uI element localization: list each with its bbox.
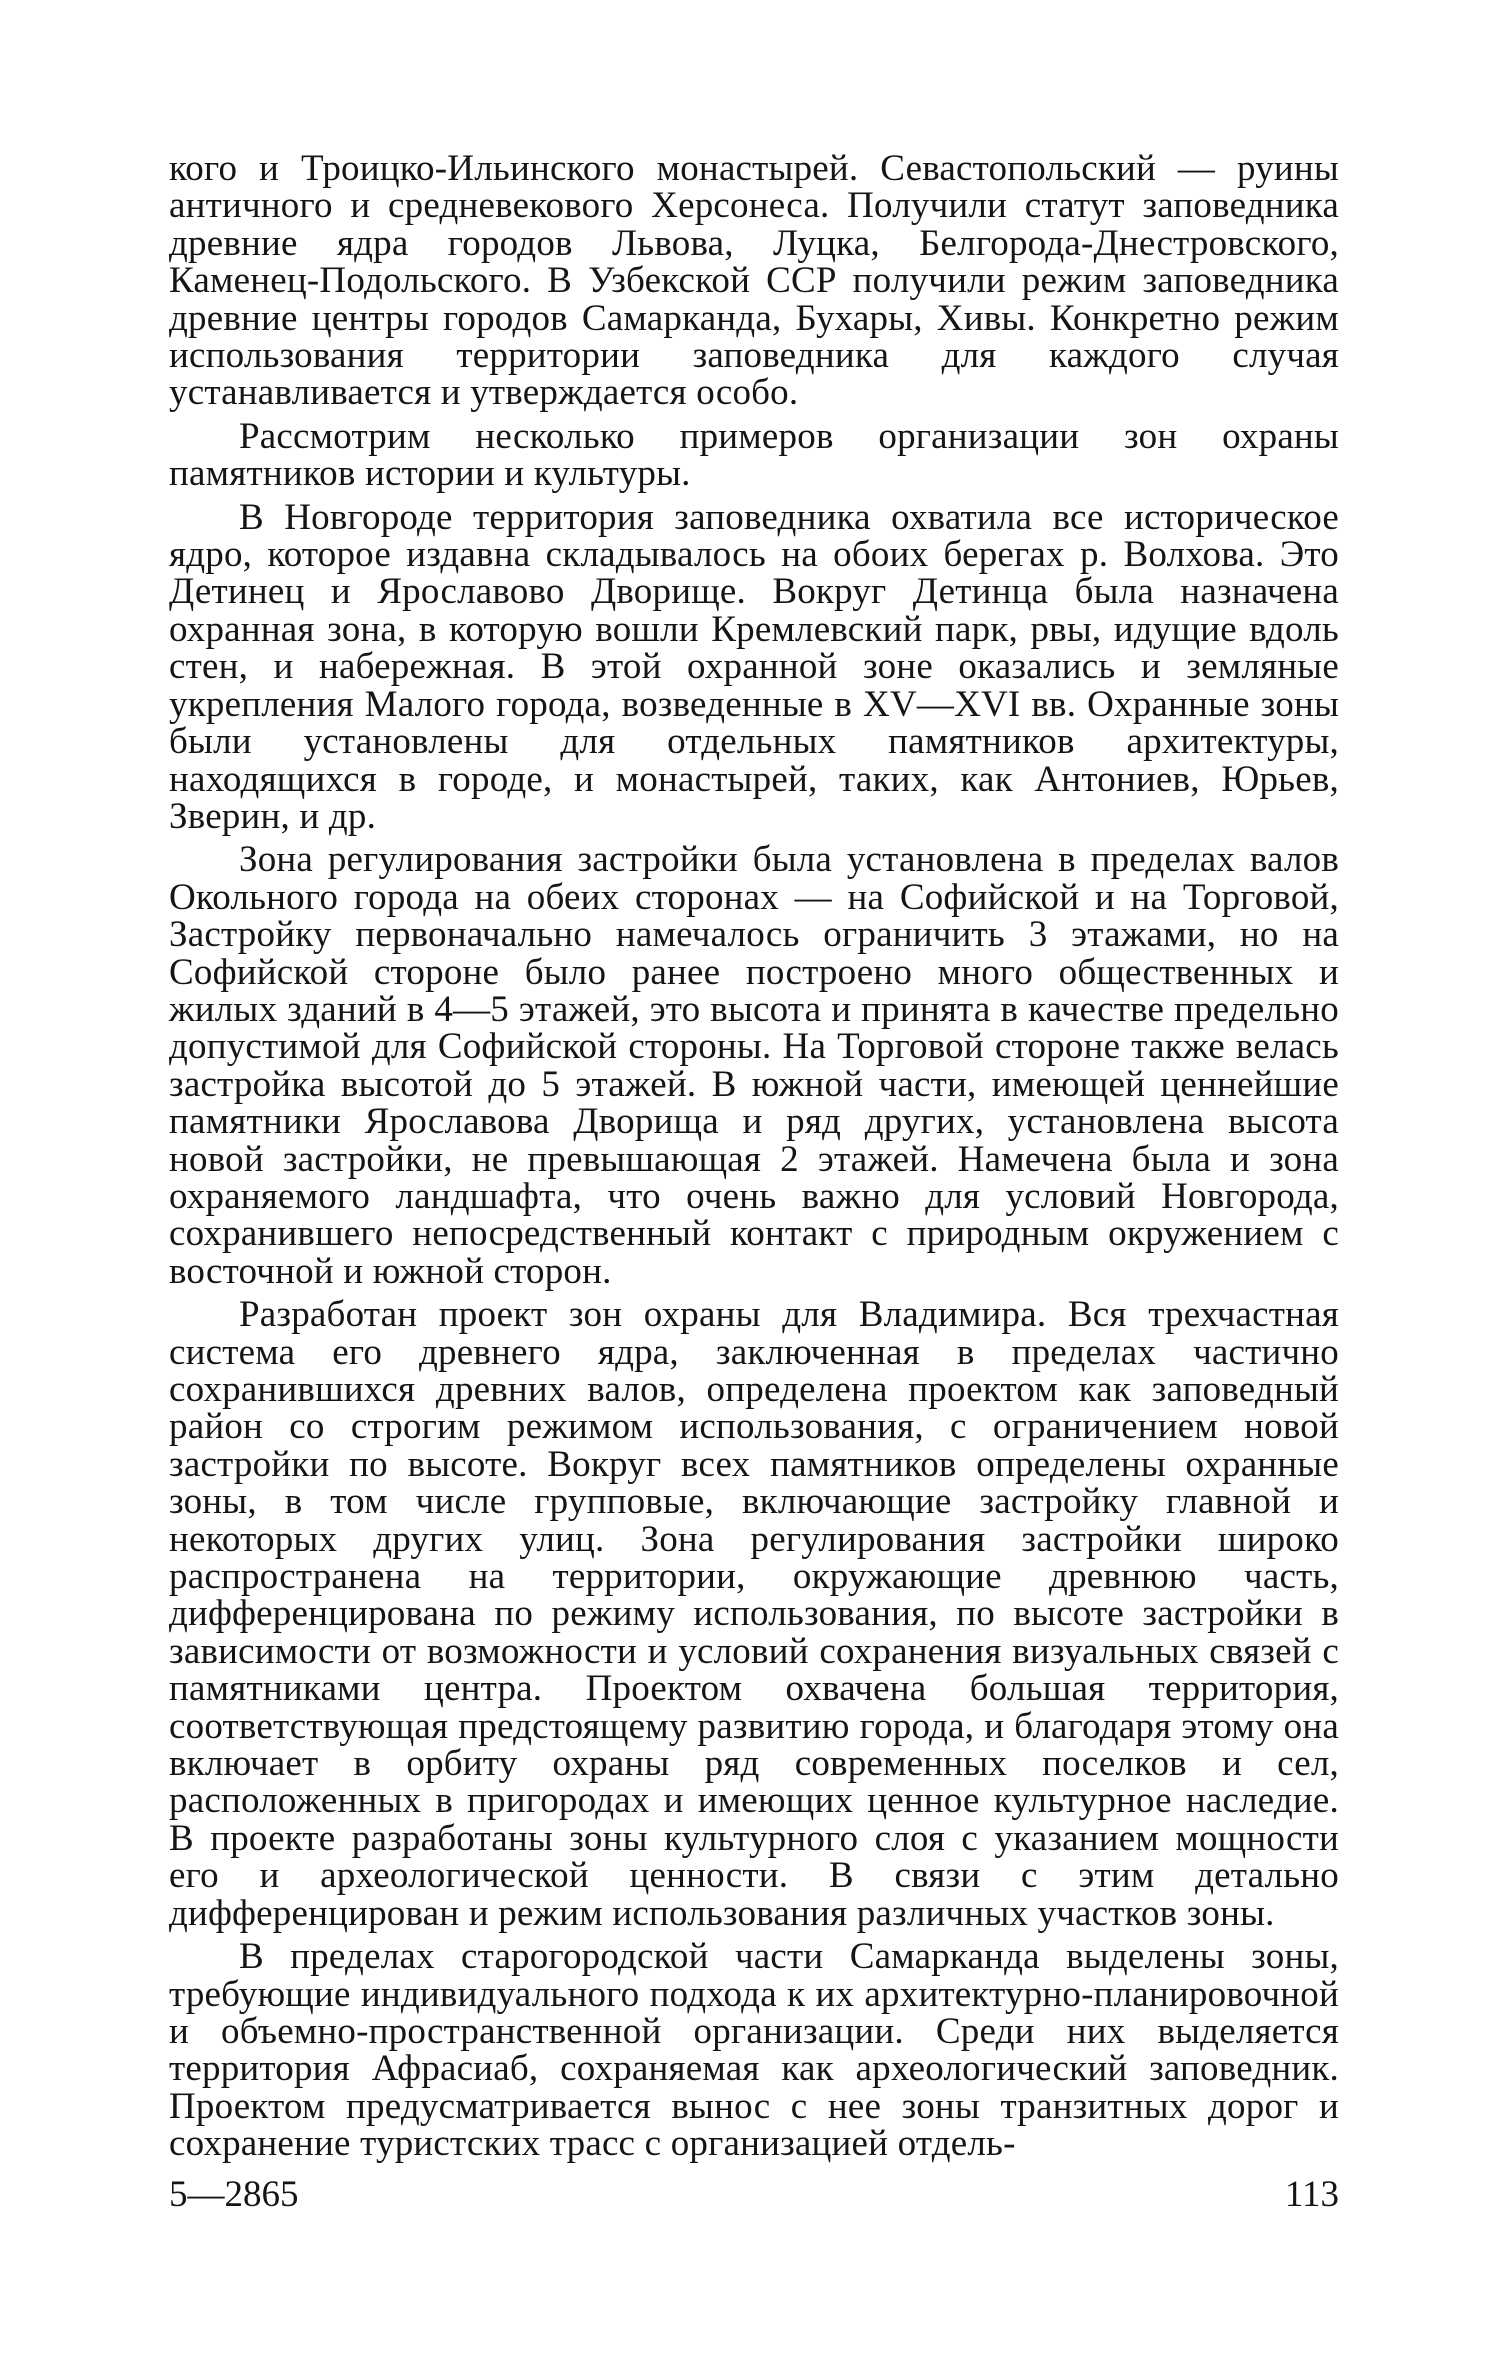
paragraph-5: Разработан проект зон охраны для Владимира. Вся трехчастная система его древнего ядра, заключенная в пределах частично сохранившихся древних валов, определена проектом как заповедный район со строгим режимом использования, с ограничением новой застройки по высоте. Вокруг всех памятников определены охранные зоны, в том числе групповые, включающие застройку главной и некоторых других улиц. Зона регулирования застройки широко распространена на территории, окружающие древнюю часть, дифференцирована по режиму использования, по высоте застройки в зависимости от возможности и условий сохранения визуальных связей с памятниками центра. Проектом охвачена большая территория, соответствующая предстоящему развитию города, и благодаря этому она включает в орбиту охраны ряд современных поселков и сел, расположенных в пригородах и имеющих ценное культурное наследие. В проекте разработаны зоны культурного слоя с указанием мощности его и археологической ценности. В связи с этим детально дифференцирован и режим использования различных участков зоны. (169, 1294, 1339, 1934)
paragraph-1: кого и Троицко-Ильинского монастырей. Севастопольский — руины античного и средневекового Херсонеса. Получили статут заповедника древние ядра городов Львова, Луцка, Белгорода-Днестровского, Каменец-Подольского. В Узбекской ССР получили режим заповедника древние центры городов Самарканда, Бухары, Хивы. Конкретно режим использования территории заповедника для каждого случая устанавливается и утверждается особо. (169, 148, 1339, 414)
page-footer (169, 2175, 1339, 2215)
page-body (169, 150, 1339, 2169)
page-number: 113 (1284, 2174, 1339, 2215)
paragraph-6: В пределах старогородской части Самарканда выделены зоны, требующие индивидуального подхода к их архитектурно-планировочной и объемно-пространственной организации. Среди них выделяется территория Афрасиаб, сохраняемая как археологический заповедник. Проектом предусматривается вынос с нее зоны транзитных дорог и сохранение туристских трасс с организацией отдель- (169, 1936, 1339, 2165)
printer-signature: 5—2865 (169, 2174, 299, 2215)
paragraph-3: В Новгороде территория заповедника охватила все историческое ядро, которое издавна складывалось на обоих берегах р. Волхова. Это Детинец и Ярославово Дворище. Вокруг Детинца была назначена охранная зона, в которую вошли Кремлевский парк, рвы, идущие вдоль стен, и набережная. В этой охранной зоне оказались и земляные укрепления Малого города, возведенные в XV—XVI вв. Охранные зоны были установлены для отдельных памятников архитектуры, находящихся в городе, и монастырей, таких, как Антониев, Юрьев, Зверин, и др. (169, 496, 1339, 837)
paragraph-2: Рассмотрим несколько примеров организации зон охраны памятников истории и культуры. (169, 415, 1339, 495)
paragraph-4: Зона регулирования застройки была установлена в пределах валов Окольного города на обеих сторонах — на Софийской и на Торговой, Застройку первоначально намечалось ограничить 3 этажами, но на Софийской стороне было ранее построено много общественных и жилых зданий в 4—5 этажей, это высота и принята в качестве предельно допустимой для Софийской стороны. На Торговой стороне также велась застройка высотой до 5 этажей. В южной части, имеющей ценнейшие памятники Ярославова Дворища и ряд других, установлена высота новой застройки, не превышающая 2 этажей. Намечена была и зона охраняемого ландшафта, что очень важно для условий Новгорода, сохранившего непосредственный контакт с природным окружением с восточной и южной сторон. (169, 839, 1339, 1292)
